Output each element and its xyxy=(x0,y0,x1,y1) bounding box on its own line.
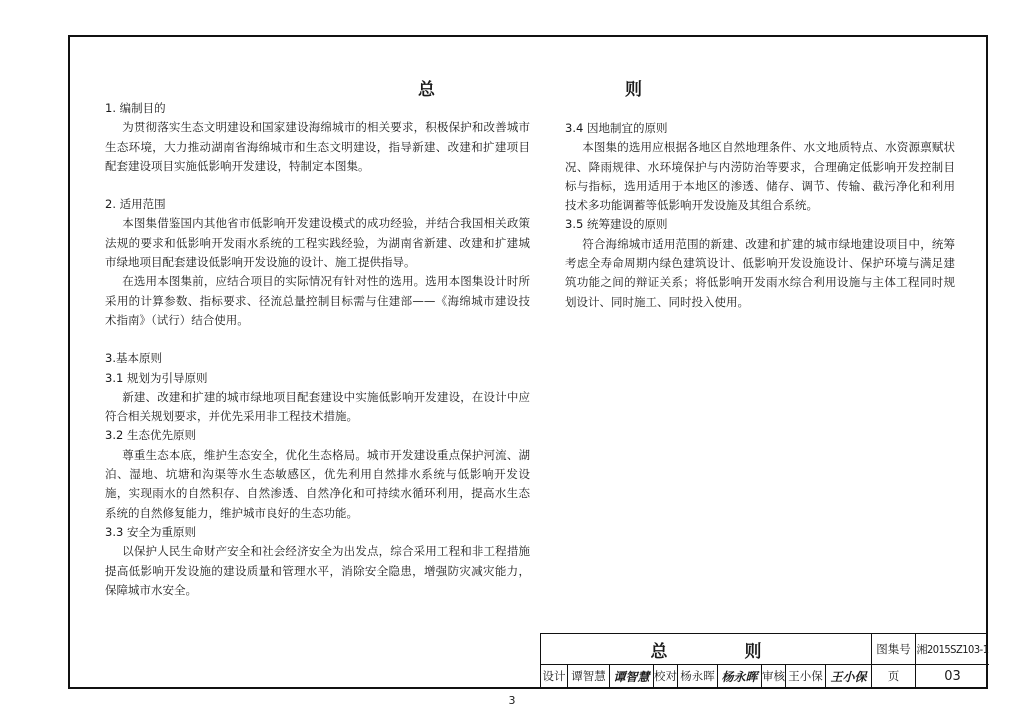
paragraph: 本图集的选用应根据各地区自然地理条件、水文地质特点、水资源禀赋状况、降雨规律、水环境保护与内涝防治等要求，合理确定低影响开发控制目标与指标，选用适用于本地区的渗透、储存、调节、传输、截污净化和利用技术多功能调蓄等低影响开发设施及其组合系统。 xyxy=(565,140,955,213)
paragraph: 本图集借鉴国内其他省市低影响开发建设模式的成功经验，并结合我国相关政策法规的要求和低影响开发雨水系统的工程实践经验，为湖南省新建、改建和扩建城市绿地项目配套建设低影响开发设施的设计、施工提供指导。 xyxy=(105,216,530,270)
reviewer-signature: 王小保 xyxy=(825,664,871,688)
subsection-heading: 3.3 安全为重原则 xyxy=(105,524,196,539)
page-title: 总 则 xyxy=(418,80,694,100)
title-block-signature-row xyxy=(541,664,989,688)
subsection-heading: 3.2 生态优先原则 xyxy=(105,428,196,443)
title-block-name: 总 则 xyxy=(650,641,792,662)
atlas-number: 湘2015SZ103-1 xyxy=(915,634,989,664)
atlas-number-label: 图集号 xyxy=(871,634,915,664)
title-block-header-row xyxy=(541,634,989,665)
designer-name: 谭智慧 xyxy=(567,664,609,688)
review-label: 审核 xyxy=(761,664,785,688)
title-block xyxy=(540,633,988,689)
drawing-frame xyxy=(68,35,988,689)
page-label: 页 xyxy=(871,664,915,688)
checker-name: 杨永晖 xyxy=(677,664,717,688)
reviewer-name: 王小保 xyxy=(785,664,825,688)
left-column xyxy=(105,99,530,600)
paragraph: 为贯彻落实生态文明建设和国家建设海绵城市的相关要求，积极保护和改善城市生态环境，大力推动湖南省海绵城市和生态文明建设，指导新建、改建和扩建项目配套建设项目实施低影响开发建设，特制定本图集。 xyxy=(105,120,530,173)
subsection-heading: 3.5 统筹建设的原则 xyxy=(565,217,668,232)
sheet-page-number: 03 xyxy=(915,664,989,688)
paragraph: 在选用本图集前，应结合项目的实际情况有针对性的选用。选用本图集设计时所采用的计算参数、指标要求、径流总量控制目标需与住建部——《海绵城市建设技术指南》（试行）结合使用。 xyxy=(105,274,530,327)
section-heading: 1. 编制目的 xyxy=(105,101,166,115)
section-heading: 3.基本原则 xyxy=(105,351,162,366)
paragraph: 以保护人民生命财产安全和社会经济安全为出发点，综合采用工程和非工程措施提高低影响开发设施的建设质量和管理水平，消除安全隐患，增强防灾减灾能力，保障城市水安全。 xyxy=(105,544,530,597)
paragraph: 新建、改建和扩建的城市绿地项目配套建设中实施低影响开发建设，在设计中应符合相关规划要求，并优先采用非工程技术措施。 xyxy=(105,389,530,424)
check-label: 校对 xyxy=(653,664,677,688)
subsection-heading: 3.4 因地制宜的原则 xyxy=(565,121,668,135)
page-number: 3 xyxy=(508,694,516,707)
subsection-heading: 3.1 规划为引导原则 xyxy=(105,370,208,385)
design-label: 设计 xyxy=(542,669,566,683)
right-column xyxy=(565,119,955,312)
designer-signature: 谭智慧 xyxy=(609,664,653,688)
checker-signature: 杨永晖 xyxy=(717,664,761,688)
section-heading: 2. 适用范围 xyxy=(105,197,166,212)
paragraph: 尊重生态本底，维护生态安全，优化生态格局。城市开发建设重点保护河流、湖泊、湿地、坑塘和沟渠等水生态敏感区，优先利用自然排水系统与低影响开发设施，实现雨水的自然积存、自然渗透、自然净化和可持续水循环利用，提高水生态系统的自然修复能力，维护城市良好的生态功能。 xyxy=(105,447,530,520)
paragraph: 符合海绵城市适用范围的新建、改建和扩建的城市绿地建设项目中，统筹考虑全寿命周期内绿色建筑设计、低影响开发设施设计、保护环境与满足建筑功能之间的辩证关系；将低影响开发雨水综合利用设施与主体工程同时规划设计、同时施工、同时投入使用。 xyxy=(565,236,955,309)
